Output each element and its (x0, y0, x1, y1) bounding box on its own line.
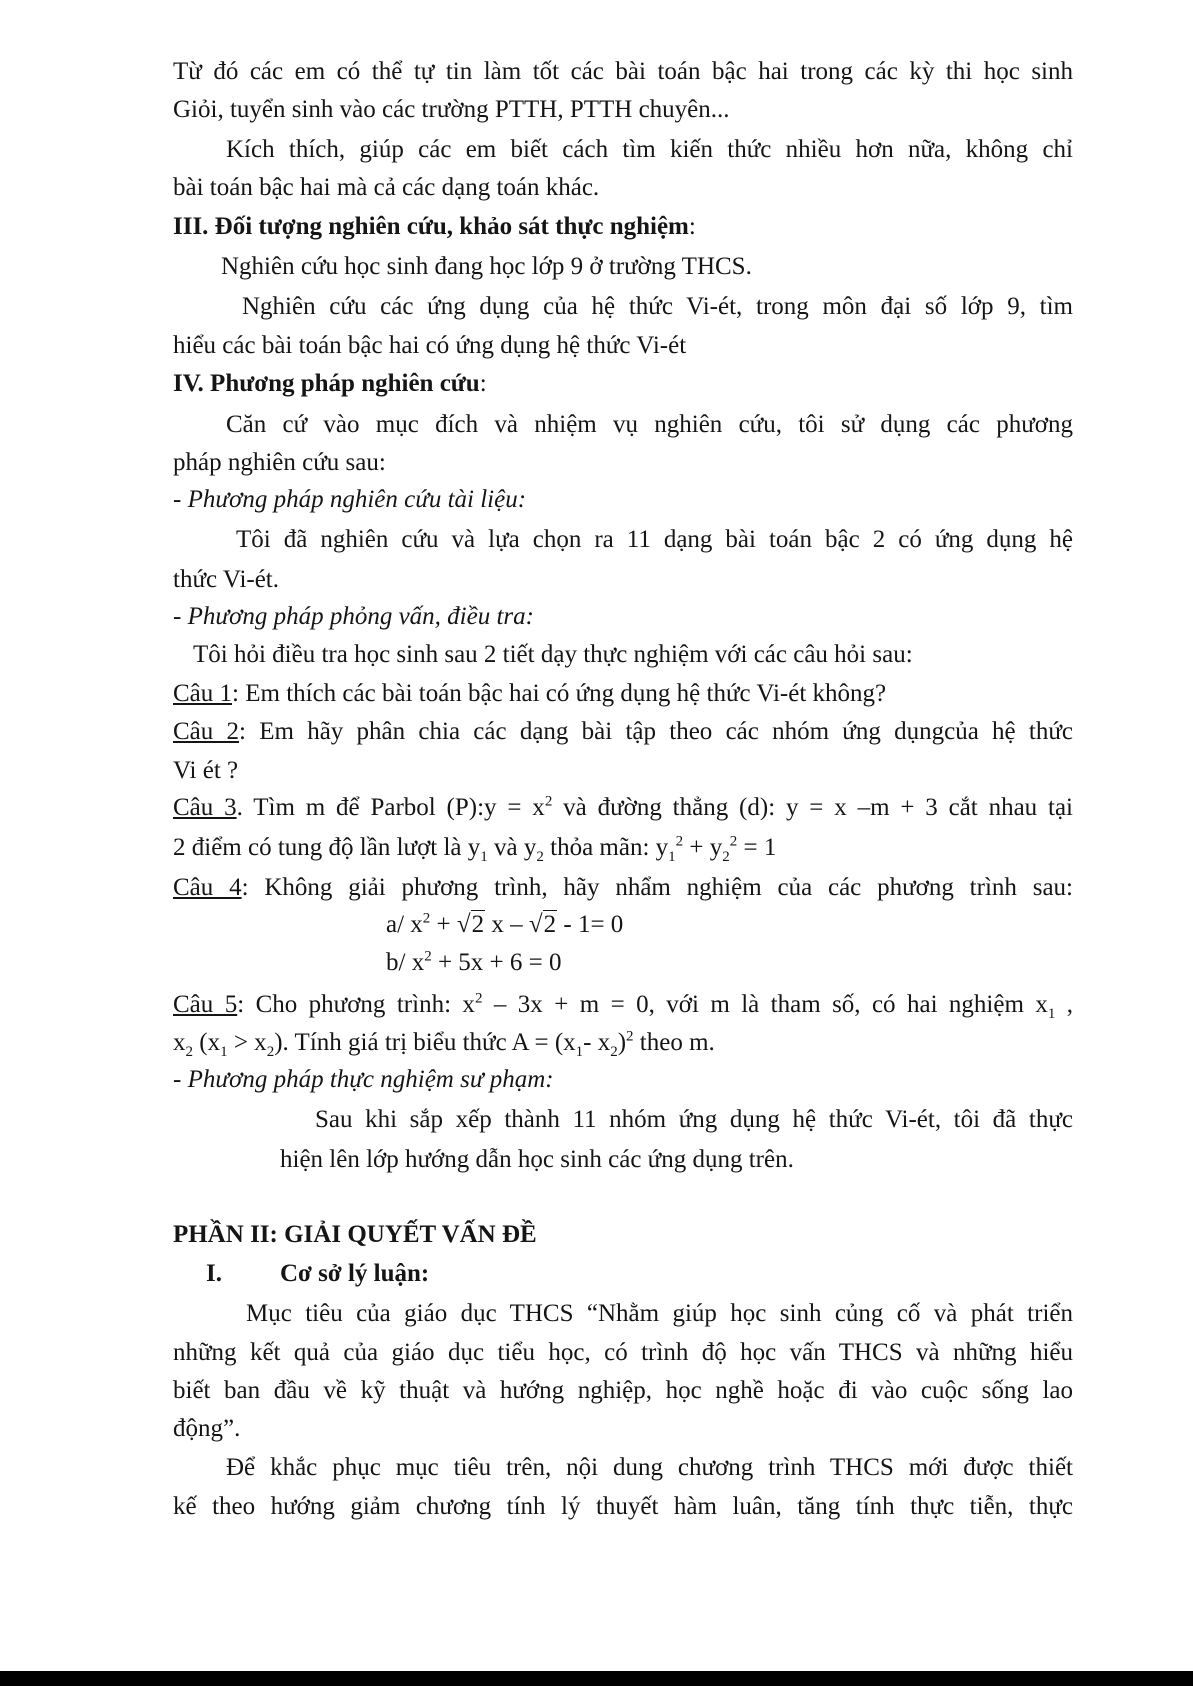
method-1-line-2: thức Vi-ét. (173, 566, 280, 593)
q5-a: : Cho phương trình: x (237, 991, 475, 1018)
q3-sub-3: 1 (668, 849, 676, 865)
question-3-text-b: và đường thẳng (d): y = x –m + 3 cắt nhau tại (552, 794, 1073, 821)
question-5-label: Câu 5 (173, 991, 238, 1018)
method-3-title: - Phương pháp thực nghiệm sư phạm: (173, 1066, 554, 1093)
section-3-colon: : (688, 213, 696, 240)
q5-l2-e: - x (583, 1029, 611, 1056)
eq-a-prefix: a/ x (386, 911, 423, 938)
section-3-heading (173, 212, 696, 242)
q3-sup-2: 2 (729, 833, 738, 850)
eq-a-exponent: 2 (422, 910, 431, 927)
eq-a-x: x – (485, 911, 529, 938)
question-2-line-2: Vi ét ? (173, 757, 239, 784)
q5-sub-1: 1 (1047, 1006, 1056, 1022)
q3-l2-d: + y (683, 834, 723, 861)
q5-l2-sub-3: 2 (266, 1044, 275, 1060)
method-3-line-1: Sau khi sắp xếp thành 11 nhóm ứng dụng hệ thức Vi-ét, tôi đã thực (315, 1106, 1073, 1133)
sqrt-2-first-radicand: 2 (471, 911, 485, 938)
q3-sub-2: 2 (536, 849, 544, 865)
q3-sub-4: 2 (722, 849, 730, 865)
part-2-p2-line-2: kế theo hướng giảm chương tính lý thuyết hàm luân, tăng tính thực tiễn, thực (173, 1493, 1073, 1520)
question-1-label: Câu 1 (173, 680, 233, 707)
section-4-line-2: pháp nghiên cứu sau: (173, 449, 386, 476)
equation-a (386, 910, 623, 940)
q5-b: – 3x + m = 0, với m là tham số, có hai nghiệm x (482, 991, 1048, 1018)
q5-l2-sub-2: 1 (220, 1044, 228, 1060)
question-4 (173, 873, 1073, 903)
q3-l2-c: thỏa mãn: y (543, 834, 669, 861)
part-2-p1-line-3: biết ban đầu về kỹ thuật và hướng nghiệp, học nghề hoặc đi vào cuộc sống lao (173, 1377, 1073, 1404)
eq-a-plus: + (430, 911, 457, 938)
subsection-title: Cơ sở lý luận: (280, 1260, 430, 1287)
section-4-line-1: Căn cứ vào mục đích và nhiệm vụ nghiên cứu, tôi sử dụng các phương (226, 411, 1073, 438)
question-4-label: Câu 4 (173, 874, 242, 901)
eq-b-prefix: b/ x (386, 949, 425, 976)
question-2 (173, 717, 1073, 747)
q5-l2-sub-4: 1 (575, 1044, 584, 1060)
part-2-heading: PHẦN II: GIẢI QUYẾT VẤN ĐỀ (173, 1221, 537, 1248)
part-2-p1-line-1: Mục tiêu của giáo dục THCS “Nhằm giúp học sinh củng cố và phát triển (246, 1300, 1073, 1327)
question-3-line-2 (173, 833, 776, 863)
q5-l2-d: ). Tính giá trị biểu thức A = (x (274, 1029, 576, 1056)
method-2-title: - Phương pháp phỏng vấn, điều tra: (173, 603, 534, 630)
section-3-line-3: hiểu các bài toán bậc hai có ứng dụng hệ thức Vi-ét (173, 332, 687, 359)
q5-exponent: 2 (474, 990, 483, 1007)
q5-l2-f: ) (617, 1029, 627, 1056)
method-3-line-2: hiện lên lớp hướng dẫn học sinh các ứng dụng trên. (280, 1146, 794, 1173)
q5-l2-sub-1: 2 (185, 1044, 193, 1060)
question-2-label: Câu 2 (173, 718, 240, 745)
intro-line-3: Kích thích, giúp các em biết cách tìm kiến thức nhiều hơn nữa, không chỉ (226, 136, 1073, 163)
part-2-p1-line-4: động”. (173, 1415, 241, 1442)
q3-l2-b: và y (487, 834, 537, 861)
sqrt-2-first: √2 (456, 911, 485, 938)
method-1-line-1: Tôi đã nghiên cứu và lựa chọn ra 11 dạng bài toán bậc 2 có ứng dụng hệ (236, 526, 1073, 553)
q5-l2-g: theo m. (633, 1029, 715, 1056)
eq-b-exponent: 2 (424, 948, 432, 965)
section-4-heading (173, 369, 487, 399)
question-4-text: : Không giải phương trình, hãy nhẩm nghiệm của các phương trình sau: (241, 874, 1073, 901)
q3-l2-a: 2 điểm có tung độ lần lượt là y (173, 834, 481, 861)
eq-a-end: - 1= 0 (557, 911, 624, 938)
q5-l2-a: x (173, 1029, 186, 1056)
q3-sub-1: 1 (480, 849, 488, 865)
part-2-p2-line-1: Để khắc phục mục tiêu trên, nội dung chương trình THCS mới được thiết (226, 1454, 1073, 1481)
page-bottom-border (0, 1671, 1193, 1686)
q3-l2-e: = 1 (737, 834, 777, 861)
question-2-text: : Em hãy phân chia các dạng bài tập theo các nhóm ứng dụngcủa hệ thức (239, 718, 1073, 745)
q3-sup-1: 2 (675, 833, 684, 850)
method-1-title: - Phương pháp nghiên cứu tài liệu: (173, 486, 527, 513)
question-1-text: : Em thích các bài toán bậc hai có ứng dụng hệ thức Vi-ét không? (232, 680, 887, 707)
section-4-title: IV. Phương pháp nghiên cứu (173, 370, 480, 397)
question-3-exponent: 2 (544, 793, 553, 810)
question-1 (173, 679, 886, 709)
question-3 (173, 793, 1073, 823)
sqrt-2-second-radicand: 2 (543, 911, 557, 938)
section-4-colon: : (479, 370, 487, 397)
section-3-title: III. Đối tượng nghiên cứu, khảo sát thực nghiệm (173, 213, 689, 240)
question-3-label: Câu 3 (173, 794, 237, 821)
question-3-text-a: . Tìm m để Parbol (P):y = x (236, 794, 545, 821)
intro-line-2: Giỏi, tuyển sinh vào các trường PTTH, PTTH chuyên... (173, 96, 730, 123)
q5-c: , (1055, 991, 1074, 1018)
q5-l2-b: (x (193, 1029, 221, 1056)
q5-l2-c: > x (227, 1029, 267, 1056)
method-2-line-1: Tôi hỏi điều tra học sinh sau 2 tiết dạy thực nghiệm với các câu hỏi sau: (193, 641, 913, 668)
section-3-line-2: Nghiên cứu các ứng dụng của hệ thức Vi-ét, trong môn đại số lớp 9, tìm (242, 293, 1073, 320)
section-3-line-1: Nghiên cứu học sinh đang học lớp 9 ở trường THCS. (221, 253, 752, 280)
equation-b (386, 948, 562, 978)
intro-line-1: Từ đó các em có thể tự tin làm tốt các bài toán bậc hai trong các kỳ thi học sinh (173, 58, 1073, 85)
q5-l2-sub-5: 2 (610, 1044, 618, 1060)
intro-line-4: bài toán bậc hai mà cả các dạng toán khác. (173, 174, 600, 201)
sqrt-2-second: √2 (528, 911, 557, 938)
subsection-number: I. (206, 1260, 222, 1287)
question-5-line-2 (173, 1028, 715, 1058)
q5-l2-sup: 2 (626, 1028, 634, 1045)
question-5 (173, 990, 1073, 1020)
eq-b-end: + 5x + 6 = 0 (431, 949, 562, 976)
part-2-p1-line-2: những kết quả của giáo dục tiểu học, có trình độ học vấn THCS và những hiểu (173, 1339, 1073, 1366)
